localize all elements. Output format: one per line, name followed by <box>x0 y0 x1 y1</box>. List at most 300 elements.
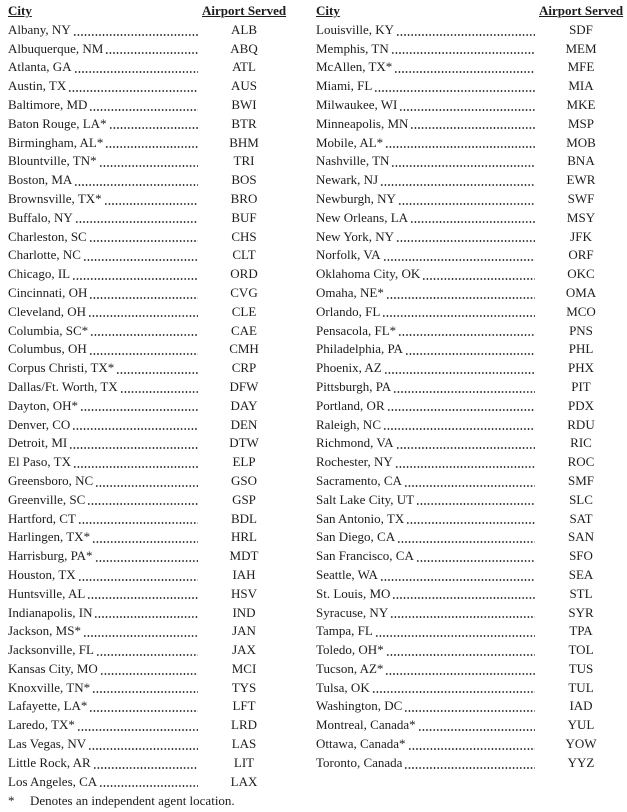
airport-code-cell: LIT <box>233 754 255 770</box>
dot-leader <box>68 77 198 96</box>
dot-leader <box>383 246 535 265</box>
airport-code-cell: BNA <box>567 153 595 169</box>
dot-leader <box>397 528 535 547</box>
table-row <box>316 697 623 716</box>
dot-leader <box>383 416 535 435</box>
table-row <box>8 735 286 754</box>
airport-code-cell: BHM <box>229 134 259 150</box>
dot-leader <box>89 284 198 303</box>
dot-leader <box>109 115 198 134</box>
table-row <box>8 359 286 378</box>
table-row <box>8 77 286 96</box>
footnote-asterisk: * <box>8 793 15 809</box>
airport-code-cell: BOS <box>231 172 257 188</box>
dot-leader <box>380 171 535 190</box>
dot-leader <box>105 40 198 59</box>
city-cell: Corpus Christi, TX* <box>8 360 115 376</box>
table-row <box>8 585 286 604</box>
dot-leader <box>88 735 198 754</box>
table-row <box>316 604 623 623</box>
city-cell: Memphis, TN <box>316 40 389 56</box>
table-row <box>8 96 286 115</box>
airport-code-cell: SAN <box>567 529 594 545</box>
city-cell: Minneapolis, MN <box>316 115 409 131</box>
airport-code-cell: TUS <box>568 660 594 676</box>
table-row <box>8 491 286 510</box>
city-cell: Brownsville, TX* <box>8 190 102 206</box>
airport-code-cell: DEN <box>230 416 258 432</box>
city-cell: Albany, NY <box>8 21 71 37</box>
city-cell: Albuquerque, NM <box>8 40 104 56</box>
city-cell: Miami, FL <box>316 78 373 94</box>
airport-code-cell: CLE <box>231 303 257 319</box>
city-cell: Charlotte, NC <box>8 247 81 263</box>
dot-leader <box>398 190 535 209</box>
dot-leader <box>385 134 535 153</box>
airport-code-cell: PHL <box>568 341 594 357</box>
table-row <box>316 528 623 547</box>
airport-code-cell: MFE <box>567 59 595 75</box>
table-row <box>316 491 623 510</box>
airport-code-cell: RIC <box>570 435 592 451</box>
dot-leader <box>73 453 198 472</box>
city-cell: Richmond, VA <box>316 435 394 451</box>
dot-leader <box>406 510 535 529</box>
city-cell: Harlingen, TX* <box>8 529 91 545</box>
city-cell: San Diego, CA <box>316 529 396 545</box>
table-row <box>316 152 623 171</box>
table-row <box>8 152 286 171</box>
dot-leader <box>105 134 198 153</box>
airport-code-cell: BWI <box>231 96 257 112</box>
dot-leader <box>396 21 535 40</box>
airport-code-cell: PDX <box>567 397 594 413</box>
city-cell: San Antonio, TX <box>316 510 405 526</box>
airport-code-cell: PIT <box>571 378 591 394</box>
dot-leader <box>392 585 535 604</box>
city-cell: Raleigh, NC <box>316 416 381 432</box>
dot-leader <box>94 604 198 623</box>
table-row <box>8 434 286 453</box>
table-row <box>8 716 286 735</box>
city-cell: Milwaukee, WI <box>316 96 398 112</box>
table-row <box>316 21 623 40</box>
city-cell: Baltimore, MD <box>8 96 88 112</box>
dot-leader <box>78 510 198 529</box>
dot-leader <box>80 397 198 416</box>
table-row <box>8 510 286 529</box>
table-row <box>8 773 286 792</box>
airport-code-cell: ATL <box>232 59 256 75</box>
city-cell: Columbus, OH <box>8 341 87 357</box>
airport-code-cell: ABQ <box>230 40 258 56</box>
table-row <box>8 115 286 134</box>
city-cell: Chicago, IL <box>8 266 71 282</box>
table-row <box>8 641 286 660</box>
airport-code-cell: SMF <box>567 472 595 488</box>
airport-code-cell: ELP <box>232 454 256 470</box>
city-cell: Jackson, MS* <box>8 623 81 639</box>
dot-leader <box>416 547 535 566</box>
city-cell: Pensacola, FL* <box>316 322 397 338</box>
table-row <box>316 585 623 604</box>
dot-leader <box>408 735 535 754</box>
table-row <box>316 510 623 529</box>
dot-leader <box>77 716 198 735</box>
city-cell: Birmingham, AL* <box>8 134 104 150</box>
airport-code-cell: PHX <box>567 360 594 376</box>
dot-leader <box>92 528 198 547</box>
dot-leader <box>116 359 198 378</box>
footnote <box>8 791 286 810</box>
airport-code-cell: BDL <box>231 510 257 526</box>
city-cell: Orlando, FL <box>316 303 381 319</box>
airport-code-cell: SWF <box>567 190 595 206</box>
table-row <box>316 190 623 209</box>
city-cell: Phoenix, AZ <box>316 360 382 376</box>
city-cell: Cincinnati, OH <box>8 284 88 300</box>
dot-leader <box>100 660 198 679</box>
table-row <box>8 246 286 265</box>
table-row <box>8 228 286 247</box>
city-cell: Charleston, SC <box>8 228 87 244</box>
airport-code-cell: SEA <box>568 566 594 582</box>
table-row <box>316 171 623 190</box>
dot-leader <box>87 491 198 510</box>
dot-leader <box>96 641 198 660</box>
table-row <box>8 679 286 698</box>
table-row <box>316 397 623 416</box>
city-cell: Tampa, FL <box>316 623 373 639</box>
city-cell: Columbia, SC* <box>8 322 89 338</box>
city-cell: St. Louis, MO <box>316 585 391 601</box>
airport-code-cell: ORD <box>230 266 258 282</box>
city-cell: Harrisburg, PA* <box>8 548 93 564</box>
airport-code-cell: YOW <box>565 736 597 752</box>
table-row <box>8 284 286 303</box>
table-row <box>8 303 286 322</box>
city-cell: New York, NY <box>316 228 395 244</box>
airport-code-cell: LRD <box>231 717 257 733</box>
airport-code-cell: MSP <box>567 115 595 131</box>
table-row <box>316 340 623 359</box>
city-cell: Hartford, CT <box>8 510 76 526</box>
table-row <box>316 359 623 378</box>
city-cell: Lafayette, LA* <box>8 698 88 714</box>
table-row <box>8 340 286 359</box>
table-row <box>8 40 286 59</box>
dot-leader <box>72 416 198 435</box>
city-cell: Denver, CO <box>8 416 71 432</box>
left-column-rows <box>8 21 286 792</box>
airport-code-cell: GSP <box>232 491 256 507</box>
airport-code-cell: DTW <box>229 435 259 451</box>
city-cell: Nashville, TN <box>316 153 390 169</box>
dot-leader <box>422 265 535 284</box>
right-column-rows <box>316 21 623 773</box>
city-cell: Rochester, NY <box>316 454 393 470</box>
table-row <box>316 77 623 96</box>
airport-code-cell: MCI <box>231 660 257 676</box>
airport-code-cell: SLC <box>569 491 593 507</box>
dot-leader <box>89 340 198 359</box>
airport-served-column-header: Airport Served <box>202 3 287 18</box>
airport-code-cell: IND <box>232 604 256 620</box>
city-cell: Tulsa, OK <box>316 679 370 695</box>
airport-code-cell: MDT <box>229 548 259 564</box>
airport-code-cell: BTR <box>231 115 257 131</box>
airport-code-cell: MEM <box>565 40 597 56</box>
table-row <box>8 58 286 77</box>
table-row <box>316 322 623 341</box>
airport-code-cell: PNS <box>569 322 593 338</box>
city-cell: New Orleans, LA <box>316 209 409 225</box>
dot-leader <box>99 773 198 792</box>
dot-leader <box>416 491 535 510</box>
table-row <box>8 453 286 472</box>
dot-leader <box>404 754 535 773</box>
header-row <box>8 2 286 21</box>
dot-leader <box>75 209 198 228</box>
airport-code-cell: SFO <box>569 548 593 564</box>
city-cell: Seattle, WA <box>316 566 378 582</box>
table-row <box>8 547 286 566</box>
table-row <box>316 453 623 472</box>
dot-leader <box>387 397 535 416</box>
dot-leader <box>69 434 198 453</box>
table-row <box>316 134 623 153</box>
airport-code-cell: MKE <box>566 96 596 112</box>
table-row <box>316 566 623 585</box>
table-row <box>316 378 623 397</box>
city-cell: Buffalo, NY <box>8 209 73 225</box>
city-cell: Knoxville, TN* <box>8 679 91 695</box>
airport-code-cell: ALB <box>231 21 257 37</box>
airport-code-cell: RDU <box>567 416 595 432</box>
dot-leader <box>120 378 198 397</box>
city-cell: Toledo, OH* <box>316 642 384 658</box>
dot-leader <box>74 58 198 77</box>
left-column <box>8 2 286 812</box>
dot-leader <box>74 171 198 190</box>
city-cell: Dayton, OH* <box>8 397 79 413</box>
airport-code-cell: STL <box>569 585 593 601</box>
table-row <box>8 21 286 40</box>
airport-code-cell: LAX <box>230 773 258 789</box>
table-row <box>316 96 623 115</box>
dot-leader <box>404 697 535 716</box>
table-row <box>316 40 623 59</box>
dot-leader <box>89 96 198 115</box>
dot-leader <box>99 152 198 171</box>
airport-code-cell: AUS <box>230 78 257 94</box>
dot-leader <box>405 340 535 359</box>
table-row <box>8 566 286 585</box>
table-row <box>8 604 286 623</box>
table-row <box>316 209 623 228</box>
dot-leader <box>73 21 198 40</box>
airport-code-cell: BRO <box>230 190 258 206</box>
table-row <box>8 660 286 679</box>
city-cell: Laredo, TX* <box>8 717 75 733</box>
city-cell: Washington, DC <box>316 698 403 714</box>
dot-leader <box>374 77 535 96</box>
city-cell: Austin, TX <box>8 78 67 94</box>
city-cell: McAllen, TX* <box>316 59 393 75</box>
table-row <box>316 641 623 660</box>
table-row <box>8 397 286 416</box>
right-column <box>316 2 623 812</box>
city-column-header: City <box>316 3 340 18</box>
dot-leader <box>83 622 198 641</box>
airport-code-cell: JAN <box>232 623 256 639</box>
airport-code-cell: IAH <box>232 566 256 582</box>
airport-code-cell: HSV <box>230 585 257 601</box>
dot-leader <box>386 641 535 660</box>
table-row <box>316 265 623 284</box>
city-cell: Mobile, AL* <box>316 134 384 150</box>
city-cell: Omaha, NE* <box>316 284 384 300</box>
dot-leader <box>95 547 198 566</box>
city-cell: Pittsburgh, PA <box>316 378 392 394</box>
header-row <box>316 2 623 21</box>
footnote-text: Denotes an independent agent location. <box>30 793 235 809</box>
dot-leader <box>384 359 535 378</box>
table-row <box>316 58 623 77</box>
city-cell: Newark, NJ <box>316 172 379 188</box>
table-row <box>316 416 623 435</box>
city-cell: Baton Rouge, LA* <box>8 115 107 131</box>
airport-code-cell: LFT <box>232 698 256 714</box>
dot-leader <box>393 378 535 397</box>
dot-leader <box>404 472 535 491</box>
dot-leader <box>78 566 198 585</box>
dot-leader <box>375 622 535 641</box>
airport-code-cell: CRP <box>231 360 257 376</box>
airport-code-cell: CLT <box>232 247 256 263</box>
city-cell: Norfolk, VA <box>316 247 381 263</box>
table-row <box>316 115 623 134</box>
table-row <box>8 265 286 284</box>
airport-code-cell: ORF <box>568 247 594 263</box>
dot-leader <box>399 96 535 115</box>
dot-leader <box>88 303 198 322</box>
dot-leader <box>372 679 535 698</box>
table-row <box>8 528 286 547</box>
dot-leader <box>83 246 198 265</box>
airport-code-cell: ROC <box>567 454 595 470</box>
city-cell: Indianapolis, IN <box>8 604 93 620</box>
dot-leader <box>395 453 535 472</box>
airport-code-cell: DAY <box>230 397 258 413</box>
dot-leader <box>410 115 535 134</box>
table-row <box>8 472 286 491</box>
table-row <box>316 547 623 566</box>
dot-leader <box>87 585 198 604</box>
airport-code-cell: SAT <box>569 510 593 526</box>
table-row <box>8 190 286 209</box>
dot-leader <box>390 604 535 623</box>
airport-code-cell: BUF <box>231 209 257 225</box>
city-cell: Newburgh, NY <box>316 190 396 206</box>
city-cell: Jacksonville, FL <box>8 642 94 658</box>
city-cell: El Paso, TX <box>8 454 71 470</box>
city-cell: Atlanta, GA <box>8 59 72 75</box>
dot-leader <box>394 58 535 77</box>
table-row <box>316 303 623 322</box>
city-cell: Blountville, TN* <box>8 153 97 169</box>
airport-code-cell: JAX <box>232 642 256 658</box>
dot-leader <box>410 209 535 228</box>
airport-code-cell: TOL <box>568 642 594 658</box>
dot-leader <box>382 303 535 322</box>
airport-code-cell: SDF <box>569 21 593 37</box>
city-cell: Kansas City, MO <box>8 660 98 676</box>
city-cell: Salt Lake City, UT <box>316 491 415 507</box>
city-cell: Louisville, KY <box>316 21 394 37</box>
dot-leader <box>391 152 535 171</box>
table-row <box>316 735 623 754</box>
airport-code-cell: MIA <box>568 78 594 94</box>
airport-code-cell: TYS <box>231 679 257 695</box>
table-row <box>8 416 286 435</box>
dot-leader <box>89 228 198 247</box>
city-cell: Los Angeles, CA <box>8 773 98 789</box>
city-cell: San Francisco, CA <box>316 548 414 564</box>
dot-leader <box>418 716 535 735</box>
city-cell: Ottawa, Canada* <box>316 736 406 752</box>
city-cell: Greensboro, NC <box>8 472 94 488</box>
airport-code-cell: EWR <box>566 172 596 188</box>
city-cell: Detroit, MI <box>8 435 68 451</box>
dot-leader <box>95 472 198 491</box>
dot-leader <box>92 679 198 698</box>
city-cell: Greenville, SC <box>8 491 86 507</box>
airport-code-cell: HRL <box>231 529 257 545</box>
dot-leader <box>89 697 198 716</box>
airport-code-cell: CVG <box>230 284 258 300</box>
airport-code-cell: DFW <box>229 378 259 394</box>
city-cell: Las Vegas, NV <box>8 736 87 752</box>
table-row <box>8 754 286 773</box>
city-cell: Oklahoma City, OK <box>316 266 421 282</box>
city-cell: Philadelphia, PA <box>316 341 403 357</box>
dot-leader <box>391 40 535 59</box>
table-row <box>316 679 623 698</box>
city-cell: Sacramento, CA <box>316 472 402 488</box>
airport-code-cell: IAD <box>569 698 593 714</box>
city-cell: Portland, OR <box>316 397 385 413</box>
airport-code-cell: MOB <box>566 134 596 150</box>
airport-served-column-header: Airport Served <box>539 3 624 18</box>
airport-code-cell: LAS <box>231 736 257 752</box>
table-row <box>316 660 623 679</box>
airport-code-cell: MSY <box>566 209 596 225</box>
table-row <box>316 434 623 453</box>
table-row <box>8 209 286 228</box>
table-row <box>316 622 623 641</box>
airport-code-cell: JFK <box>570 228 592 244</box>
city-cell: Tucson, AZ* <box>316 660 384 676</box>
dot-leader <box>72 265 198 284</box>
airport-code-cell: SYR <box>568 604 594 620</box>
airport-code-cell: MCO <box>566 303 596 319</box>
table-row <box>8 378 286 397</box>
table-row <box>316 246 623 265</box>
airport-code-cell: CHS <box>231 228 257 244</box>
dot-leader <box>385 660 535 679</box>
dot-leader <box>386 284 535 303</box>
